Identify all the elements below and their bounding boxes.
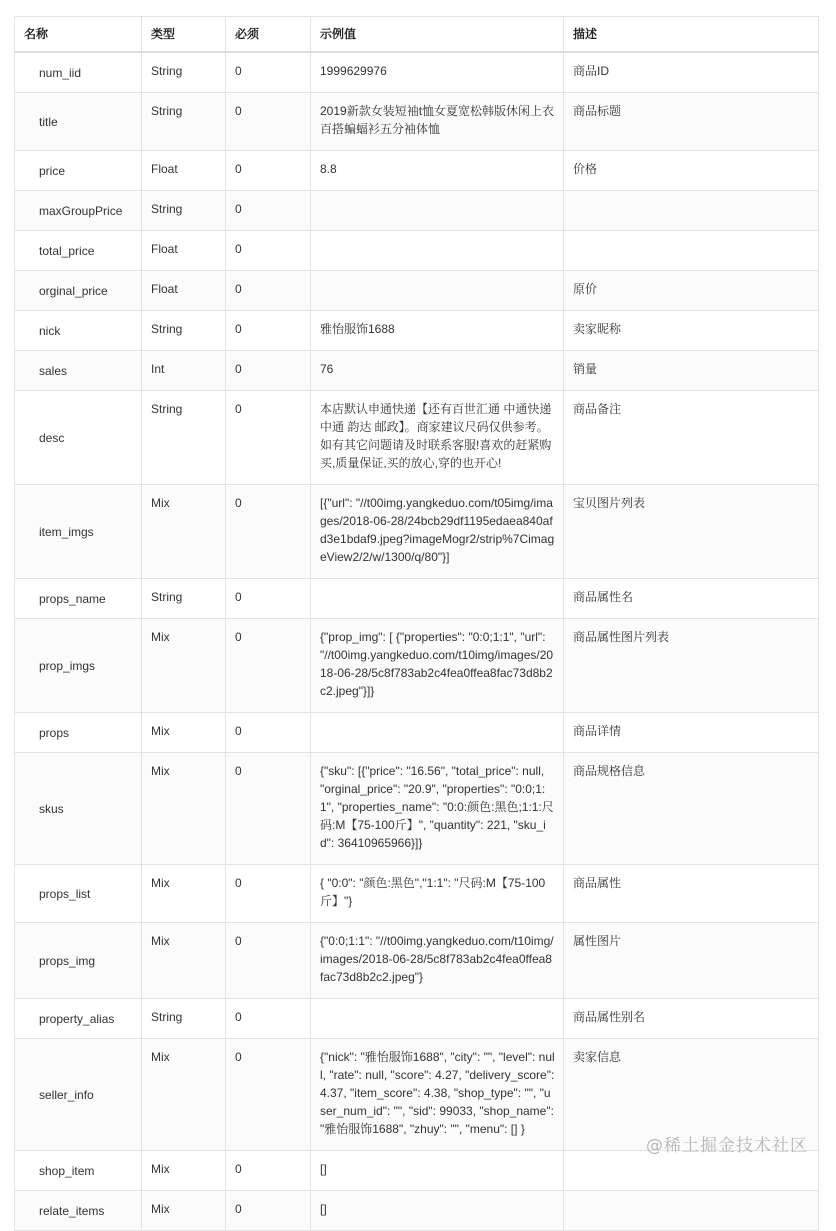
cell-example: 8.8 [311,151,564,191]
cell-type: Int [142,351,226,391]
table-body [15,52,819,1231]
table-row [15,713,819,753]
table-row [15,753,819,865]
table-row [15,52,819,93]
cell-name: title [15,93,142,151]
cell-name: maxGroupPrice [15,191,142,231]
cell-type: String [142,52,226,93]
cell-name: shop_item [15,1151,142,1191]
cell-required: 0 [226,151,311,191]
cell-type: String [142,999,226,1039]
cell-description: 销量 [564,351,819,391]
cell-name: num_iid [15,52,142,93]
cell-required: 0 [226,753,311,865]
cell-required: 0 [226,579,311,619]
cell-required: 0 [226,311,311,351]
cell-type: Mix [142,865,226,923]
cell-type: Float [142,271,226,311]
cell-type: Mix [142,713,226,753]
cell-type: Mix [142,619,226,713]
cell-required: 0 [226,1039,311,1151]
cell-description: 商品属性图片列表 [564,619,819,713]
cell-example: {"prop_img": [ {"properties": "0:0;1:1", "url": "//t00img.yangkeduo.com/t10img/images/2018-06-28/5c8f783ab2c4fea0ffea8fac73d8b2c2.jpeg"}]} [311,619,564,713]
cell-type: Mix [142,485,226,579]
cell-example: 本店默认申通快递【还有百世汇通 中通快递 中通 韵达 邮政】。商家建议尺码仅供参考。如有其它问题请及时联系客服!喜欢的赶紧购买,质量保证,买的放心,穿的也开心! [311,391,564,485]
header-name: 名称 [15,17,142,53]
cell-required: 0 [226,485,311,579]
header-example: 示例值 [311,17,564,53]
cell-required: 0 [226,391,311,485]
cell-example [311,999,564,1039]
cell-type: String [142,191,226,231]
table-row [15,485,819,579]
cell-description: 商品备注 [564,391,819,485]
cell-type: Float [142,151,226,191]
cell-description: 商品详情 [564,713,819,753]
cell-example [311,579,564,619]
cell-description [564,1191,819,1231]
cell-description [564,191,819,231]
param-table [14,16,819,1231]
cell-type: Mix [142,1039,226,1151]
table-row [15,311,819,351]
cell-type: String [142,391,226,485]
cell-required: 0 [226,713,311,753]
cell-type: String [142,579,226,619]
cell-required: 0 [226,1151,311,1191]
cell-description: 商品属性名 [564,579,819,619]
cell-required: 0 [226,351,311,391]
cell-name: price [15,151,142,191]
cell-description: 属性图片 [564,923,819,999]
table-header-row [15,17,819,53]
cell-example [311,191,564,231]
table-row [15,271,819,311]
cell-type: Float [142,231,226,271]
table-row [15,923,819,999]
cell-required: 0 [226,923,311,999]
cell-example: {"sku": [{"price": "16.56", "total_price": null, "orginal_price": "20.9", "properties": "0:0;1:1", "properties_name": "0:0:颜色:黑色;1:1:尺码:M【75-100斤】", "quantity": 221, "sku_id": 36410965966}]} [311,753,564,865]
cell-example: [{"url": "//t00img.yangkeduo.com/t05img/images/2018-06-28/24bcb29df1195edaea840afd3e1bdaf9.jpeg?imageMogr2/strip%7CimageView2/2/w/1300/q/80"}] [311,485,564,579]
cell-name: orginal_price [15,271,142,311]
cell-description: 卖家昵称 [564,311,819,351]
cell-description: 宝贝图片列表 [564,485,819,579]
table-row [15,351,819,391]
table-row [15,391,819,485]
cell-required: 0 [226,231,311,271]
cell-description: 商品ID [564,52,819,93]
cell-name: nick [15,311,142,351]
cell-example [311,271,564,311]
cell-name: desc [15,391,142,485]
cell-name: props_name [15,579,142,619]
cell-name: prop_imgs [15,619,142,713]
table-row [15,151,819,191]
cell-example: 2019新款女装短袖t恤女夏宽松韩版休闲上衣百搭蝙蝠衫五分袖体恤 [311,93,564,151]
cell-description: 价格 [564,151,819,191]
cell-description: 商品标题 [564,93,819,151]
cell-name: props_img [15,923,142,999]
table-row [15,1191,819,1231]
cell-description: 商品属性别名 [564,999,819,1039]
cell-name: sales [15,351,142,391]
cell-name: property_alias [15,999,142,1039]
header-required: 必须 [226,17,311,53]
table-row [15,191,819,231]
cell-description: 原价 [564,271,819,311]
cell-example: 76 [311,351,564,391]
cell-required: 0 [226,191,311,231]
cell-example: 1999629976 [311,52,564,93]
param-table-wrapper [14,16,818,1231]
table-row [15,579,819,619]
table-row [15,93,819,151]
cell-type: String [142,93,226,151]
cell-example [311,231,564,271]
cell-name: relate_items [15,1191,142,1231]
cell-type: Mix [142,1191,226,1231]
table-row [15,1151,819,1191]
cell-description [564,231,819,271]
cell-description: 卖家信息 [564,1039,819,1151]
cell-example: [] [311,1191,564,1231]
cell-description: 商品规格信息 [564,753,819,865]
cell-example: [] [311,1151,564,1191]
cell-description: 商品属性 [564,865,819,923]
cell-example [311,713,564,753]
table-row [15,999,819,1039]
cell-required: 0 [226,619,311,713]
cell-example: {"0:0;1:1": "//t00img.yangkeduo.com/t10img/images/2018-06-28/5c8f783ab2c4fea0ffea8fac73d8b2c2.jpeg"} [311,923,564,999]
cell-name: props_list [15,865,142,923]
cell-required: 0 [226,93,311,151]
cell-required: 0 [226,1191,311,1231]
watermark: @稀土掘金技术社区 [646,1136,808,1156]
table-row [15,231,819,271]
cell-example: 雅怡服饰1688 [311,311,564,351]
cell-required: 0 [226,999,311,1039]
cell-type: Mix [142,1151,226,1191]
cell-example: {"nick": "雅怡服饰1688", "city": "", "level": null, "rate": null, "score": 4.27, "delivery_score": 4.37, "item_score": 4.38, "shop_type": "", "user_num_id": "", "sid": 99033, "shop_name": "雅怡服饰1688", "zhuy": "", "menu": [] } [311,1039,564,1151]
table-row [15,865,819,923]
cell-name: seller_info [15,1039,142,1151]
cell-type: Mix [142,923,226,999]
header-type: 类型 [142,17,226,53]
cell-name: props [15,713,142,753]
header-description: 描述 [564,17,819,53]
cell-required: 0 [226,271,311,311]
cell-name: total_price [15,231,142,271]
cell-type: String [142,311,226,351]
cell-example: { "0:0": "颜色:黑色","1:1": "尺码:M【75-100斤】"} [311,865,564,923]
cell-required: 0 [226,865,311,923]
cell-name: item_imgs [15,485,142,579]
table-row [15,619,819,713]
cell-required: 0 [226,52,311,93]
cell-name: skus [15,753,142,865]
cell-type: Mix [142,753,226,865]
cell-description [564,1151,819,1191]
